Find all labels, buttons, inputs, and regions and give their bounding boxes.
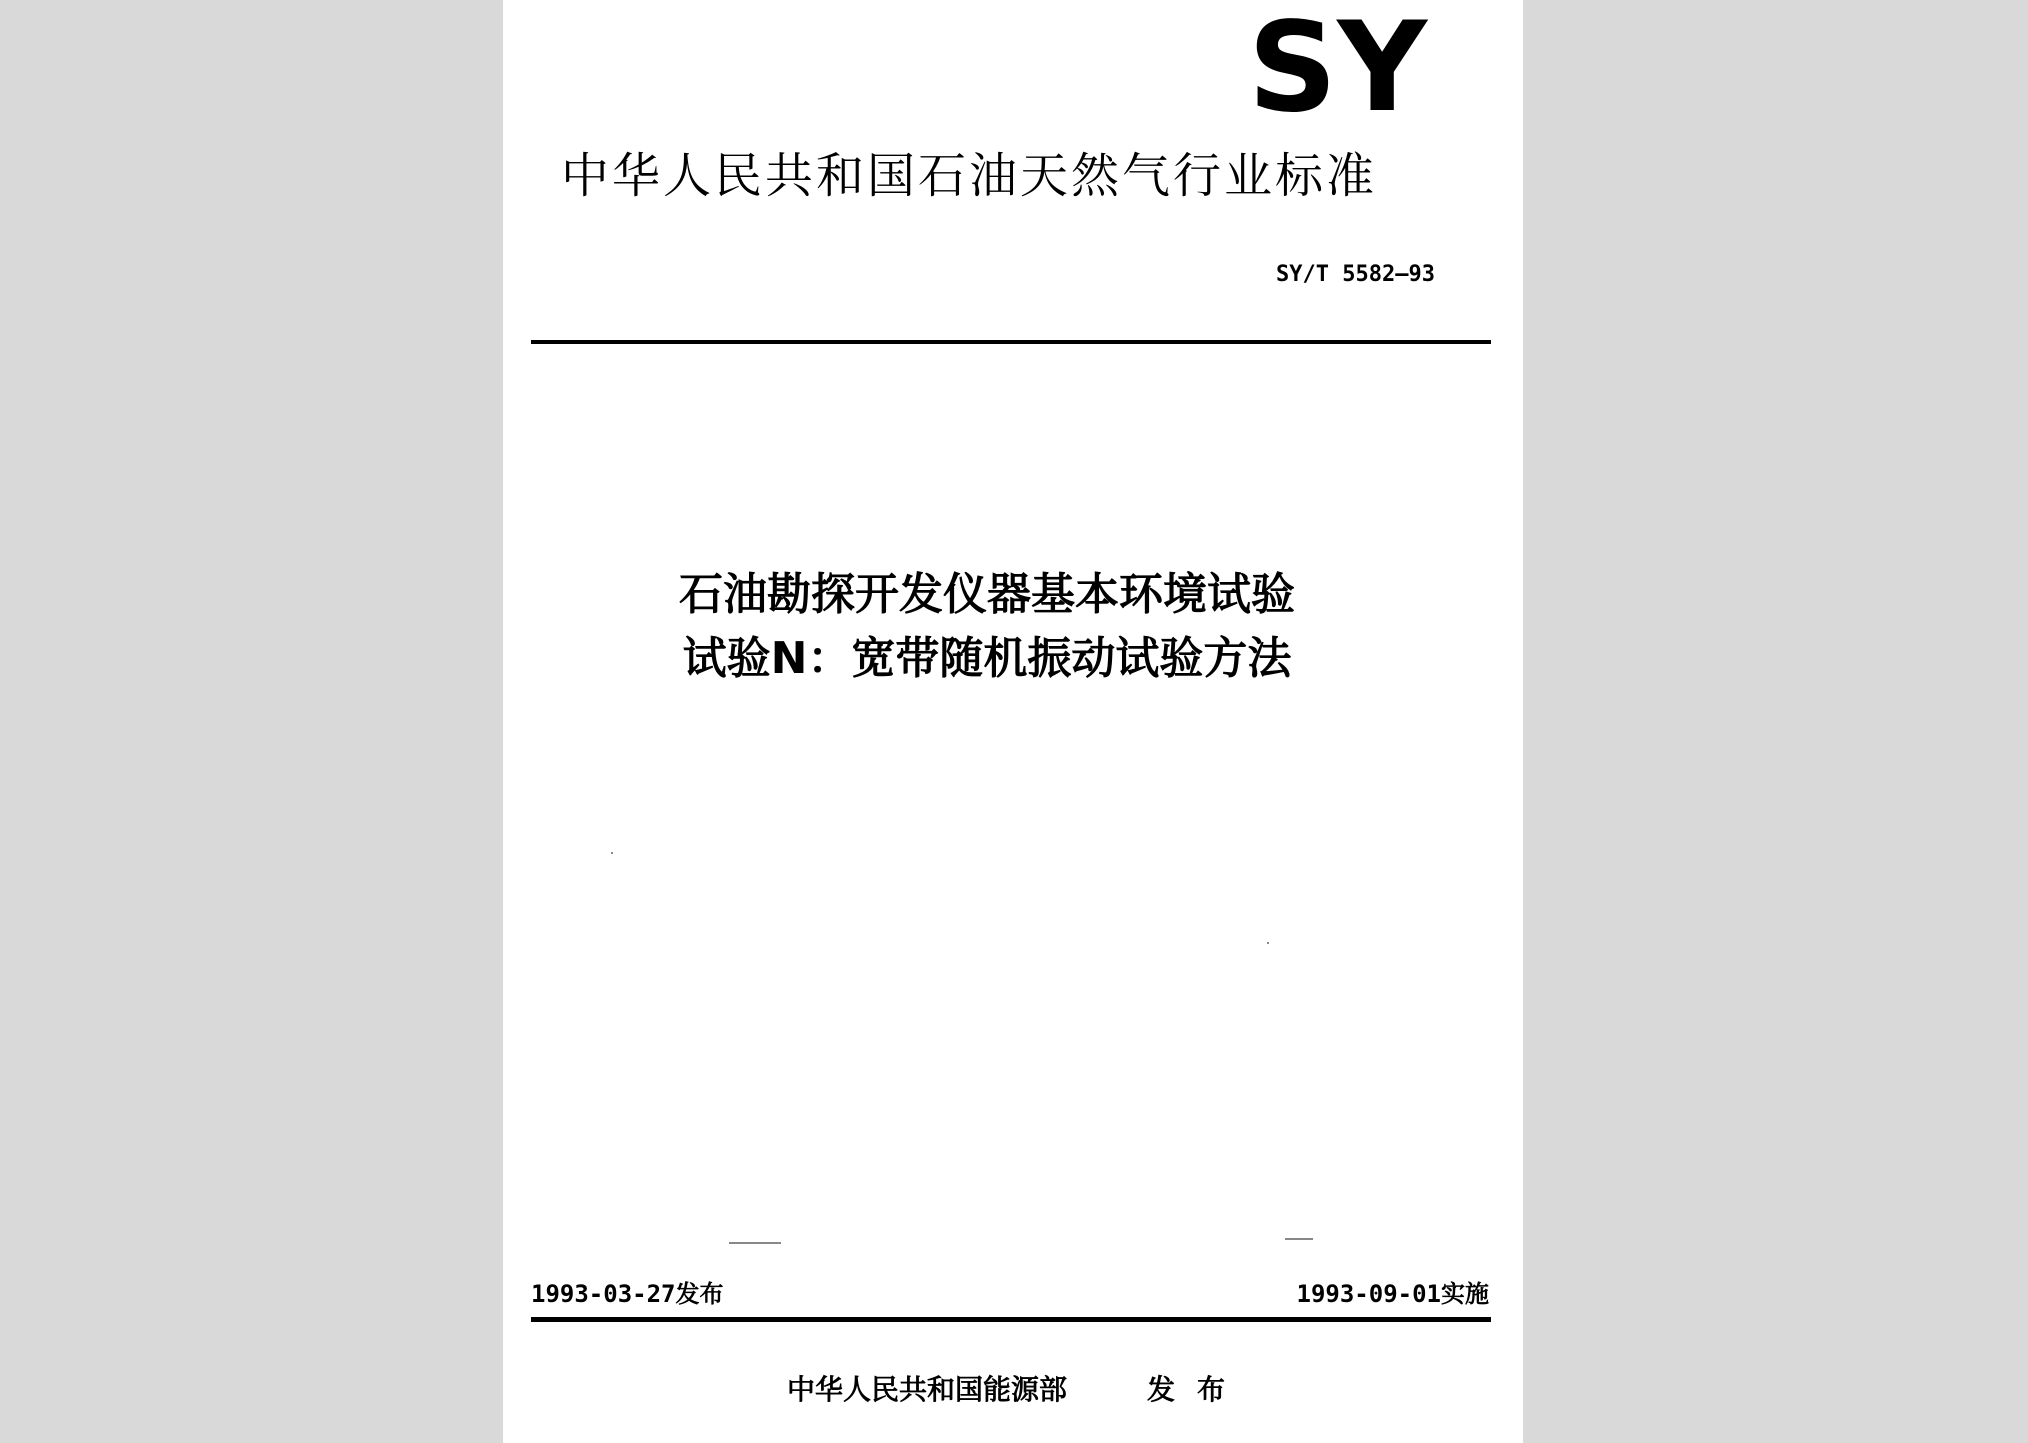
standard-code: SY/T 5582—93 [1276, 262, 1435, 287]
scan-speck [611, 852, 613, 854]
document-page [503, 0, 1523, 1443]
effective-date: 1993-09-01实施 [1296, 1280, 1489, 1308]
standard-category: 中华人民共和国石油天然气行业标准 [561, 148, 1378, 204]
publish-label: 发布 [1147, 1373, 1248, 1406]
bottom-divider [531, 1317, 1491, 1322]
top-divider [531, 340, 1491, 344]
document-title-line-1: 石油勘探开发仪器基本环境试验 [679, 569, 1295, 620]
scan-speck [729, 1242, 781, 1244]
scan-speck [1267, 942, 1269, 944]
document-title-line-2: 试验N：宽带随机振动试验方法 [682, 633, 1292, 684]
publisher-name: 中华人民共和国能源部 [787, 1373, 1068, 1406]
scan-speck [1285, 1238, 1313, 1240]
sy-logo: SY [1247, 0, 1427, 140]
issue-date: 1993-03-27发布 [531, 1280, 724, 1308]
